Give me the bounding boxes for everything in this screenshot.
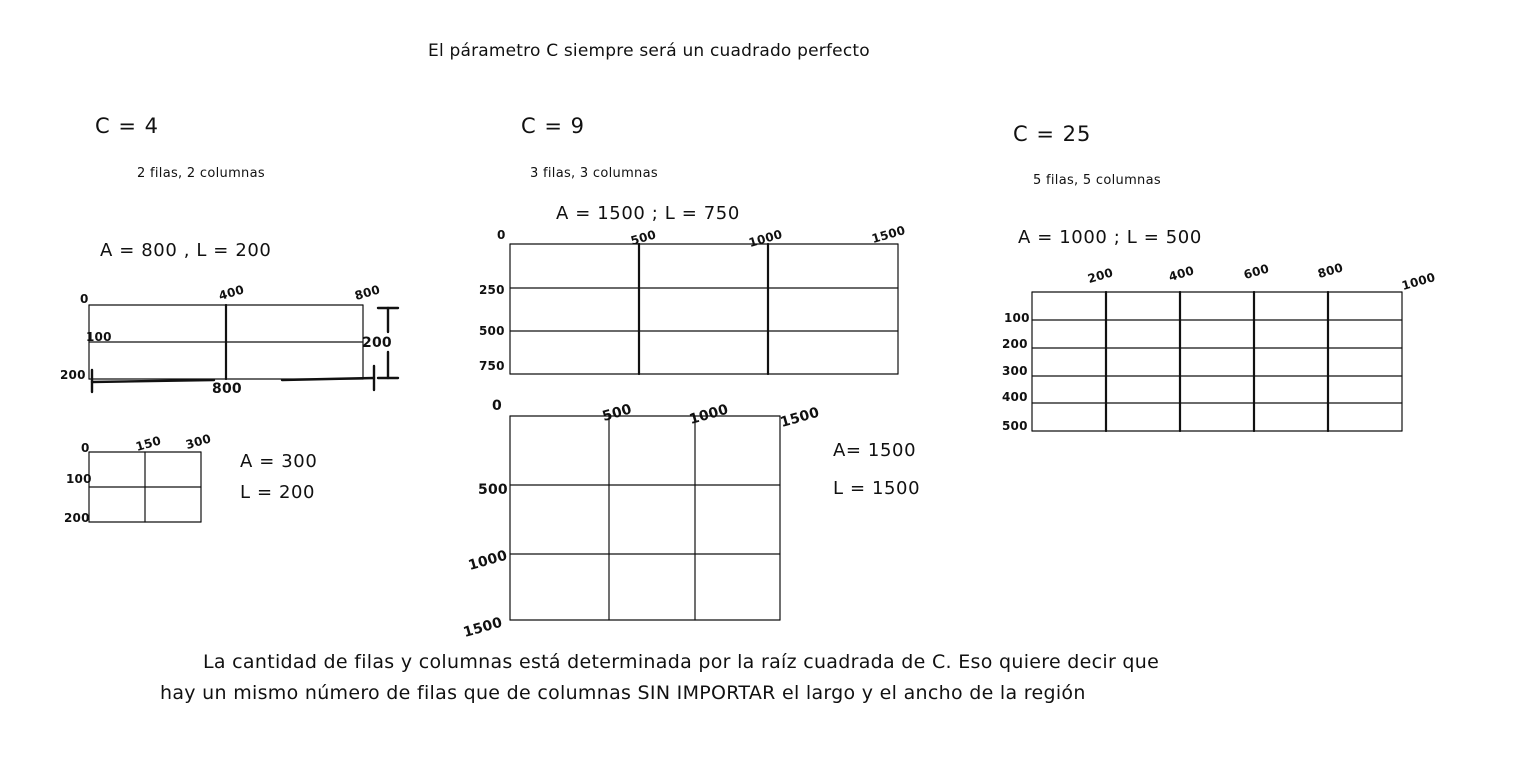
footer-line-1: La cantidad de filas y columnas está determinada por la raíz cuadrada de C. Eso quiere decir que — [203, 651, 1160, 673]
grid-params-c4-a: A = 800 , L = 200 — [100, 240, 272, 261]
tick-top-c9a-1: 500 — [629, 227, 658, 248]
page-title: El párametro C siempre será un cuadrado perfecto — [428, 41, 870, 61]
case-label-c4: C = 4 — [95, 114, 159, 138]
grid-c25 — [1031, 291, 1403, 432]
tick-left-c25-3: 400 — [1002, 390, 1028, 404]
tick-left-c9a-0: 250 — [479, 283, 505, 297]
dim-width-label-c4a: 800 — [212, 381, 242, 397]
grid-params-c9-a: A = 1500 ; L = 750 — [556, 203, 740, 224]
tick-left-c4a-1: 200 — [60, 368, 86, 382]
tick-top-c25-0: 200 — [1086, 265, 1115, 286]
tick-left-c9a-2: 750 — [479, 359, 505, 373]
tick-top-c9a-0: 0 — [497, 228, 506, 242]
grid-c9-b — [509, 415, 781, 621]
tick-top-c9b-2: 1000 — [687, 401, 731, 428]
tick-left-c9a-1: 500 — [479, 324, 505, 338]
tick-top-c9a-3: 1500 — [870, 223, 907, 246]
case-label-c25: C = 25 — [1013, 122, 1092, 146]
grid-c9-a — [509, 243, 899, 375]
tick-top-c9b-1: 500 — [600, 401, 634, 425]
tick-top-c9b-0: 0 — [492, 398, 502, 414]
tick-left-c25-0: 100 — [1004, 311, 1030, 325]
tick-top-c25-1: 400 — [1167, 263, 1196, 284]
grid-params-c25: A = 1000 ; L = 500 — [1018, 227, 1202, 248]
tick-top-c4a-2: 800 — [353, 282, 382, 303]
tick-top-c4b-2: 300 — [184, 431, 213, 452]
tick-left-c25-2: 300 — [1002, 364, 1028, 378]
tick-top-c9a-2: 1000 — [747, 227, 784, 250]
case-dims-c9: 3 filas, 3 columnas — [530, 166, 658, 181]
grid-c4-b — [88, 451, 202, 523]
grid-params-c4-b-l: L = 200 — [240, 482, 316, 503]
tick-left-c9b-1: 1000 — [466, 547, 510, 574]
case-label-c9: C = 9 — [521, 114, 585, 138]
case-dims-c4: 2 filas, 2 columnas — [137, 166, 265, 181]
dimension-marks-c4-a — [86, 300, 406, 404]
dim-height-label-c4a: 200 — [362, 335, 392, 351]
grid-params-c9-b-l: L = 1500 — [833, 478, 921, 499]
tick-left-c25-4: 500 — [1002, 419, 1028, 433]
tick-left-c4b-0: 100 — [66, 472, 92, 486]
tick-top-c25-2: 600 — [1242, 261, 1271, 282]
tick-top-c25-3: 800 — [1316, 260, 1345, 281]
grid-params-c4-b-a: A = 300 — [240, 451, 318, 472]
tick-top-c9b-3: 1500 — [778, 404, 822, 431]
tick-left-c9b-2: 1500 — [461, 614, 505, 641]
case-dims-c25: 5 filas, 5 columnas — [1033, 173, 1161, 188]
tick-left-c4b-1: 200 — [64, 511, 90, 525]
tick-top-c25-4: 1000 — [1400, 270, 1437, 293]
tick-top-c4b-1: 150 — [134, 433, 163, 454]
tick-top-c4a-0: 0 — [80, 292, 89, 306]
tick-left-c9b-0: 500 — [478, 482, 508, 498]
tick-left-c4a-0: 100 — [86, 330, 112, 344]
tick-left-c25-1: 200 — [1002, 337, 1028, 351]
footer-line-2: hay un mismo número de filas que de columnas SIN IMPORTAR el largo y el ancho de la región — [160, 682, 1086, 704]
grid-params-c9-b-a: A= 1500 — [833, 440, 917, 461]
tick-top-c4a-1: 400 — [217, 282, 246, 303]
tick-top-c4b-0: 0 — [81, 441, 90, 455]
